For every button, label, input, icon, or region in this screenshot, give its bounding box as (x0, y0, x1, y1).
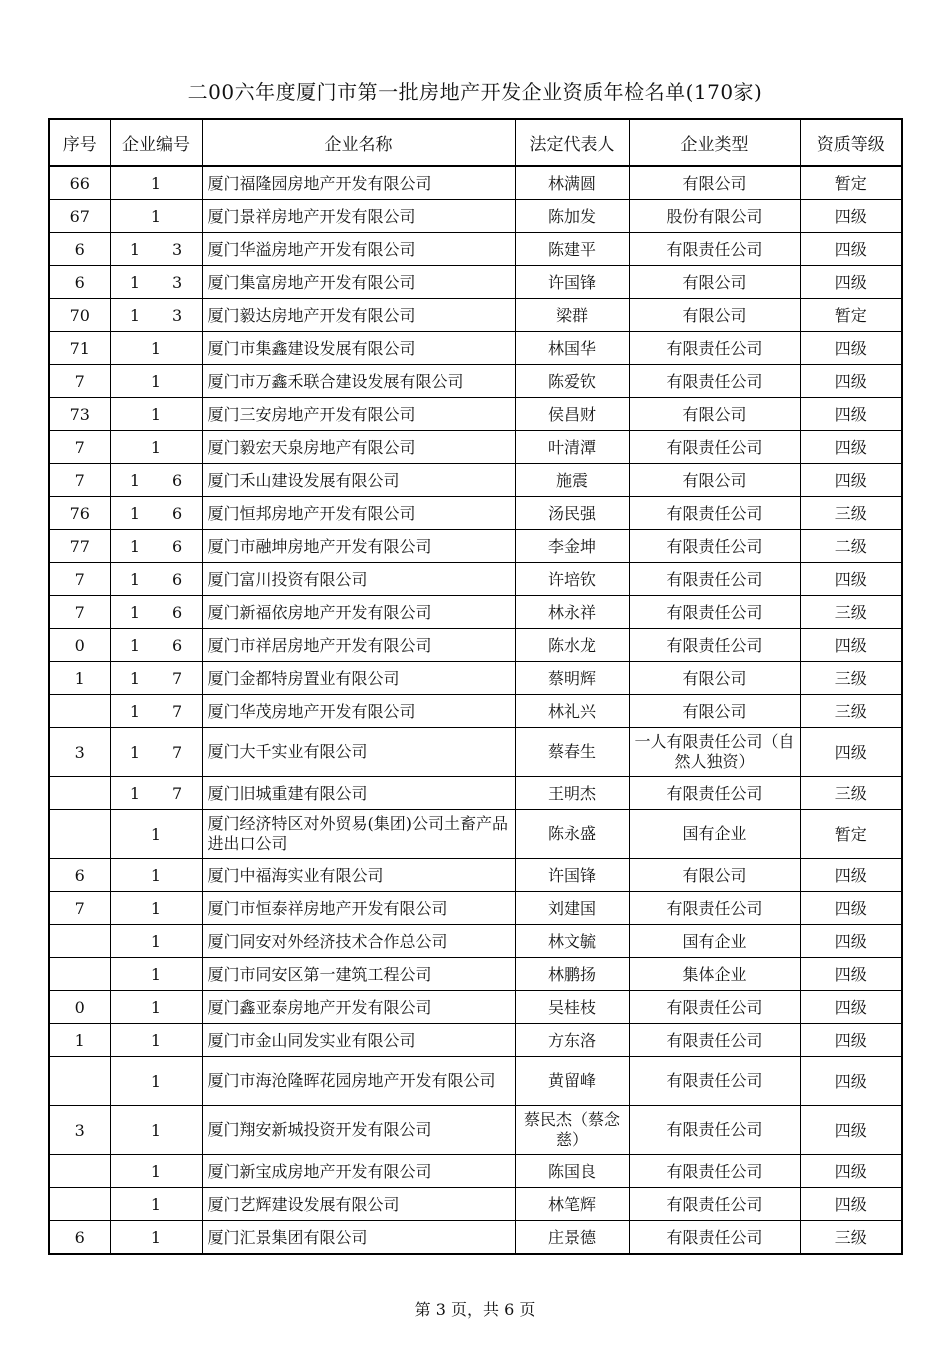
cell-grade: 三级 (800, 777, 902, 810)
cell-rep: 陈水龙 (515, 629, 629, 662)
cell-name: 厦门华溢房地产开发有限公司 (202, 233, 515, 266)
cell-grade: 暂定 (800, 299, 902, 332)
cell-rep: 梁群 (515, 299, 629, 332)
cell-type: 有限责任公司 (629, 892, 800, 925)
cell-name: 厦门鑫亚泰房地产开发有限公司 (202, 991, 515, 1024)
cell-type: 有限责任公司 (629, 777, 800, 810)
cell-type: 有限责任公司 (629, 1188, 800, 1221)
cell-type: 有限责任公司 (629, 431, 800, 464)
cell-grade: 暂定 (800, 166, 902, 200)
column-header-name: 企业名称 (202, 119, 515, 166)
cell-seq: 7 (49, 464, 110, 497)
cell-code: 1 6 (110, 497, 202, 530)
cell-type: 有限责任公司 (629, 1155, 800, 1188)
cell-rep: 许国锋 (515, 859, 629, 892)
cell-seq: 67 (49, 200, 110, 233)
table-row (49, 497, 902, 530)
cell-grade: 四级 (800, 892, 902, 925)
table-row (49, 892, 902, 925)
cell-rep: 陈爱钦 (515, 365, 629, 398)
cell-type: 股份有限公司 (629, 200, 800, 233)
cell-type: 有限公司 (629, 464, 800, 497)
cell-code: 1 3 (110, 233, 202, 266)
cell-seq (49, 925, 110, 958)
document-title: 二00六年度厦门市第一批房地产开发企业资质年检名单(170家) (187, 80, 763, 104)
table-header-row (49, 119, 902, 166)
cell-name: 厦门景祥房地产开发有限公司 (202, 200, 515, 233)
cell-rep: 陈加发 (515, 200, 629, 233)
cell-type: 有限公司 (629, 859, 800, 892)
cell-name: 厦门毅达房地产开发有限公司 (202, 299, 515, 332)
cell-rep: 陈国良 (515, 1155, 629, 1188)
cell-grade: 二级 (800, 530, 902, 563)
cell-code: 1 (110, 958, 202, 991)
cell-code: 1 3 (110, 266, 202, 299)
cell-type: 有限责任公司 (629, 1024, 800, 1057)
cell-grade: 三级 (800, 596, 902, 629)
cell-name: 厦门福隆园房地产开发有限公司 (202, 166, 515, 200)
cell-name: 厦门富川投资有限公司 (202, 563, 515, 596)
column-header-rep: 法定代表人 (515, 119, 629, 166)
cell-rep: 蔡春生 (515, 728, 629, 777)
cell-rep: 许国锋 (515, 266, 629, 299)
cell-type: 国有企业 (629, 810, 800, 859)
cell-seq: 7 (49, 563, 110, 596)
cell-code: 1 (110, 431, 202, 464)
table-row (49, 1024, 902, 1057)
table-row (49, 925, 902, 958)
table-row (49, 332, 902, 365)
cell-code: 1 (110, 925, 202, 958)
cell-grade: 四级 (800, 629, 902, 662)
cell-grade: 暂定 (800, 810, 902, 859)
table-row (49, 777, 902, 810)
table-row (49, 1106, 902, 1155)
cell-code: 1 6 (110, 464, 202, 497)
table-row (49, 233, 902, 266)
table-row (49, 991, 902, 1024)
cell-grade: 三级 (800, 662, 902, 695)
cell-grade: 四级 (800, 859, 902, 892)
cell-seq: 77 (49, 530, 110, 563)
cell-rep: 李金坤 (515, 530, 629, 563)
cell-code: 1 (110, 365, 202, 398)
cell-code: 1 (110, 892, 202, 925)
table-row (49, 629, 902, 662)
cell-seq: 6 (49, 859, 110, 892)
cell-rep: 许培钦 (515, 563, 629, 596)
table-row (49, 596, 902, 629)
cell-grade: 四级 (800, 1106, 902, 1155)
cell-name: 厦门华茂房地产开发有限公司 (202, 695, 515, 728)
cell-rep: 蔡民杰（蔡念慈） (515, 1106, 629, 1155)
cell-grade: 四级 (800, 925, 902, 958)
cell-grade: 四级 (800, 464, 902, 497)
cell-name: 厦门艺辉建设发展有限公司 (202, 1188, 515, 1221)
cell-grade: 四级 (800, 728, 902, 777)
table-row (49, 695, 902, 728)
cell-type: 有限责任公司 (629, 1221, 800, 1255)
cell-name: 厦门恒邦房地产开发有限公司 (202, 497, 515, 530)
cell-code: 1 6 (110, 596, 202, 629)
cell-type: 有限责任公司 (629, 332, 800, 365)
cell-name: 厦门市金山同发实业有限公司 (202, 1024, 515, 1057)
cell-name: 厦门新福依房地产开发有限公司 (202, 596, 515, 629)
cell-seq (49, 958, 110, 991)
cell-name: 厦门市同安区第一建筑工程公司 (202, 958, 515, 991)
cell-type: 一人有限责任公司（自然人独资） (629, 728, 800, 777)
cell-seq: 1 (49, 1024, 110, 1057)
cell-rep: 陈永盛 (515, 810, 629, 859)
cell-type: 有限公司 (629, 398, 800, 431)
cell-code: 1 7 (110, 695, 202, 728)
cell-rep: 林笔辉 (515, 1188, 629, 1221)
cell-code: 1 (110, 398, 202, 431)
cell-name: 厦门市海沧隆晖花园房地产开发有限公司 (202, 1057, 515, 1106)
cell-code: 1 (110, 859, 202, 892)
table-row (49, 1221, 902, 1255)
cell-seq: 73 (49, 398, 110, 431)
cell-seq: 7 (49, 596, 110, 629)
cell-grade: 四级 (800, 431, 902, 464)
column-header-type: 企业类型 (629, 119, 800, 166)
cell-rep: 林鹏扬 (515, 958, 629, 991)
cell-code: 1 (110, 166, 202, 200)
cell-rep: 庄景德 (515, 1221, 629, 1255)
cell-type: 有限责任公司 (629, 365, 800, 398)
table-row (49, 431, 902, 464)
table-row (49, 1188, 902, 1221)
cell-type: 有限责任公司 (629, 991, 800, 1024)
cell-type: 有限公司 (629, 662, 800, 695)
cell-name: 厦门新宝成房地产开发有限公司 (202, 1155, 515, 1188)
cell-seq (49, 695, 110, 728)
cell-code: 1 (110, 1024, 202, 1057)
cell-type: 有限责任公司 (629, 596, 800, 629)
cell-rep: 蔡明辉 (515, 662, 629, 695)
cell-type: 有限责任公司 (629, 497, 800, 530)
cell-code: 1 7 (110, 662, 202, 695)
table-row (49, 365, 902, 398)
cell-code: 1 (110, 810, 202, 859)
cell-seq: 7 (49, 365, 110, 398)
cell-type: 有限责任公司 (629, 1106, 800, 1155)
cell-seq: 66 (49, 166, 110, 200)
page-footer: 第 3 页，共 6 页 (414, 1300, 536, 1319)
cell-type: 有限公司 (629, 266, 800, 299)
column-header-grade: 资质等级 (800, 119, 902, 166)
cell-seq: 0 (49, 991, 110, 1024)
cell-code: 1 (110, 1155, 202, 1188)
table-row (49, 1155, 902, 1188)
cell-type: 有限公司 (629, 299, 800, 332)
cell-seq (49, 1155, 110, 1188)
cell-type: 有限公司 (629, 695, 800, 728)
cell-code: 1 (110, 200, 202, 233)
table-row (49, 166, 902, 200)
cell-grade: 四级 (800, 991, 902, 1024)
cell-name: 厦门金都特房置业有限公司 (202, 662, 515, 695)
table-row (49, 728, 902, 777)
cell-code: 1 3 (110, 299, 202, 332)
table-row (49, 299, 902, 332)
column-header-seq: 序号 (49, 119, 110, 166)
cell-rep: 方东洛 (515, 1024, 629, 1057)
cell-rep: 侯昌财 (515, 398, 629, 431)
cell-rep: 叶清潭 (515, 431, 629, 464)
cell-name: 厦门市融坤房地产开发有限公司 (202, 530, 515, 563)
cell-seq: 7 (49, 431, 110, 464)
cell-name: 厦门汇景集团有限公司 (202, 1221, 515, 1255)
cell-type: 有限公司 (629, 166, 800, 200)
cell-rep: 林文毓 (515, 925, 629, 958)
cell-rep: 黄留峰 (515, 1057, 629, 1106)
cell-rep: 林满圆 (515, 166, 629, 200)
cell-type: 有限责任公司 (629, 629, 800, 662)
cell-seq (49, 1057, 110, 1106)
cell-name: 厦门三安房地产开发有限公司 (202, 398, 515, 431)
cell-grade: 四级 (800, 398, 902, 431)
cell-name: 厦门市祥居房地产开发有限公司 (202, 629, 515, 662)
cell-rep: 林永祥 (515, 596, 629, 629)
cell-seq: 1 (49, 662, 110, 695)
cell-name: 厦门旧城重建有限公司 (202, 777, 515, 810)
cell-code: 1 (110, 332, 202, 365)
cell-seq (49, 810, 110, 859)
cell-name: 厦门毅宏天泉房地产有限公司 (202, 431, 515, 464)
cell-code: 1 (110, 1221, 202, 1255)
cell-rep: 刘建国 (515, 892, 629, 925)
cell-rep: 林礼兴 (515, 695, 629, 728)
cell-code: 1 (110, 1057, 202, 1106)
table-row (49, 1057, 902, 1106)
table-row (49, 464, 902, 497)
cell-seq: 71 (49, 332, 110, 365)
enterprise-table (48, 118, 903, 1255)
table-row (49, 530, 902, 563)
cell-grade: 四级 (800, 1188, 902, 1221)
table-row (49, 662, 902, 695)
cell-code: 1 (110, 991, 202, 1024)
cell-rep: 林国华 (515, 332, 629, 365)
cell-seq (49, 777, 110, 810)
cell-rep: 陈建平 (515, 233, 629, 266)
cell-seq: 6 (49, 266, 110, 299)
cell-seq: 7 (49, 892, 110, 925)
table-row (49, 200, 902, 233)
table-body (49, 166, 902, 1254)
cell-code: 1 7 (110, 728, 202, 777)
cell-type: 有限责任公司 (629, 1057, 800, 1106)
cell-code: 1 6 (110, 530, 202, 563)
cell-seq: 3 (49, 728, 110, 777)
table-row (49, 810, 902, 859)
cell-type: 有限责任公司 (629, 563, 800, 596)
cell-seq: 6 (49, 233, 110, 266)
table-row (49, 859, 902, 892)
cell-seq: 3 (49, 1106, 110, 1155)
cell-grade: 三级 (800, 1221, 902, 1255)
cell-code: 1 (110, 1188, 202, 1221)
cell-grade: 四级 (800, 200, 902, 233)
cell-grade: 四级 (800, 365, 902, 398)
cell-rep: 王明杰 (515, 777, 629, 810)
cell-grade: 四级 (800, 266, 902, 299)
column-header-code: 企业编号 (110, 119, 202, 166)
cell-grade: 四级 (800, 233, 902, 266)
cell-rep: 施震 (515, 464, 629, 497)
cell-name: 厦门翔安新城投资开发有限公司 (202, 1106, 515, 1155)
table-row (49, 563, 902, 596)
cell-seq: 70 (49, 299, 110, 332)
cell-type: 有限责任公司 (629, 530, 800, 563)
cell-type: 有限责任公司 (629, 233, 800, 266)
cell-code: 1 6 (110, 629, 202, 662)
table-row (49, 398, 902, 431)
cell-name: 厦门市恒泰祥房地产开发有限公司 (202, 892, 515, 925)
cell-code: 1 7 (110, 777, 202, 810)
cell-grade: 四级 (800, 1057, 902, 1106)
cell-grade: 四级 (800, 332, 902, 365)
cell-type: 集体企业 (629, 958, 800, 991)
cell-name: 厦门同安对外经济技术合作总公司 (202, 925, 515, 958)
cell-grade: 四级 (800, 1024, 902, 1057)
cell-name: 厦门集富房地产开发有限公司 (202, 266, 515, 299)
cell-seq: 6 (49, 1221, 110, 1255)
cell-seq: 0 (49, 629, 110, 662)
table-row (49, 266, 902, 299)
cell-rep: 吴桂枝 (515, 991, 629, 1024)
table-row (49, 958, 902, 991)
cell-seq: 76 (49, 497, 110, 530)
cell-grade: 四级 (800, 563, 902, 596)
cell-grade: 三级 (800, 695, 902, 728)
cell-name: 厦门经济特区对外贸易(集团)公司土畜产品进出口公司 (202, 810, 515, 859)
cell-code: 1 6 (110, 563, 202, 596)
cell-name: 厦门市集鑫建设发展有限公司 (202, 332, 515, 365)
cell-name: 厦门禾山建设发展有限公司 (202, 464, 515, 497)
cell-grade: 四级 (800, 1155, 902, 1188)
cell-seq (49, 1188, 110, 1221)
cell-name: 厦门市万鑫禾联合建设发展有限公司 (202, 365, 515, 398)
cell-name: 厦门大千实业有限公司 (202, 728, 515, 777)
cell-rep: 汤民强 (515, 497, 629, 530)
cell-code: 1 (110, 1106, 202, 1155)
cell-name: 厦门中福海实业有限公司 (202, 859, 515, 892)
cell-grade: 四级 (800, 958, 902, 991)
cell-type: 国有企业 (629, 925, 800, 958)
cell-grade: 三级 (800, 497, 902, 530)
